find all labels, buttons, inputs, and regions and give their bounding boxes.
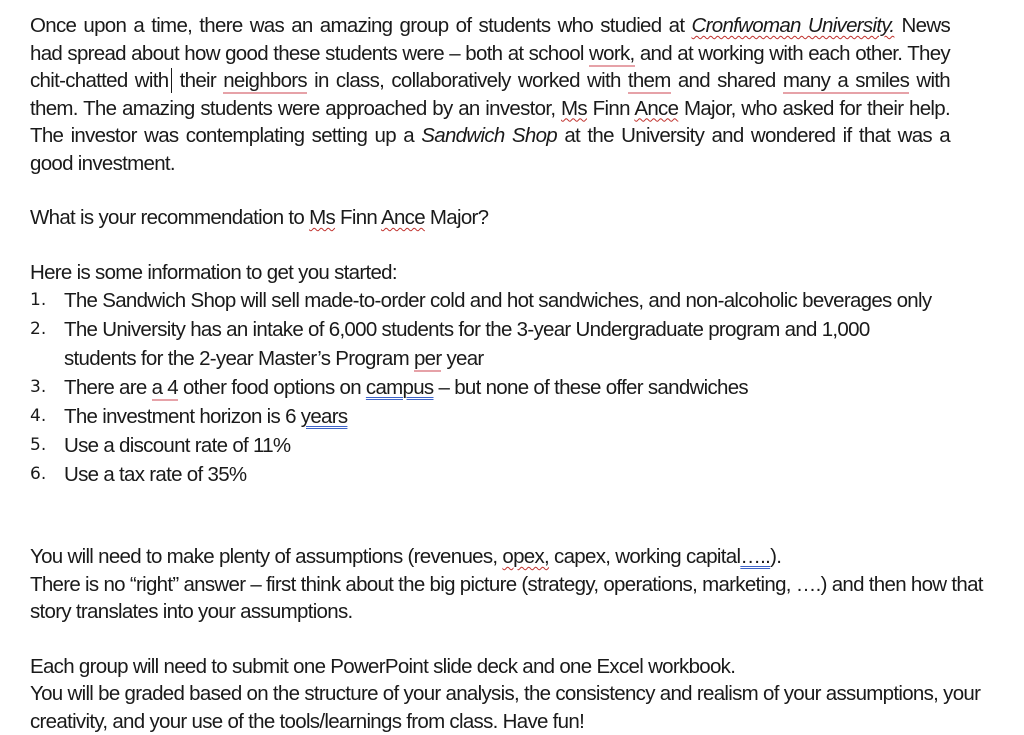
grammar-flag-ellipsis: …..	[740, 545, 771, 568]
notes-text: capex, working capital	[549, 545, 741, 568]
spelling-error-ance: Ance	[380, 206, 425, 229]
sandwich-shop-text: Sandwich Shop	[421, 124, 558, 147]
tracked-change-many-a-smiles: many a smiles	[782, 69, 910, 92]
list-item	[64, 373, 944, 402]
tracked-change-a-4: a 4	[151, 376, 178, 399]
spelling-error-opex: opex,	[502, 545, 550, 568]
grammar-flag-years: years	[300, 405, 348, 428]
list-item-text: There are	[64, 376, 152, 399]
no-right-answer-line: There is no “right” answer – first think about the big picture (strategy, operations, marketing, ….) and then how that story translates into your assumptions.	[30, 572, 983, 623]
intro-text: and at working with each other. They chit-chatted with	[30, 41, 950, 92]
question-text: What is your recommendation to	[30, 206, 310, 229]
list-item-text: – but none of these offer sandwiches	[433, 376, 748, 399]
grading-line: You will be graded based on the structure of your analysis, the consistency and realism of your assumptions, your creativity, and your use of the tools/learnings from class. Have fun!	[30, 682, 981, 733]
question-line	[30, 204, 1024, 232]
list-item-text: year	[441, 347, 484, 370]
intro-text: their	[179, 69, 217, 92]
notes-text: ).	[770, 545, 782, 568]
list-item-text: Use a tax rate of 35%	[64, 463, 247, 486]
list-item-text: The investment horizon is 6	[64, 405, 301, 428]
list-item-text: The Sandwich Shop will sell made-to-order cold and hot sandwiches, and non-alcoholic beverages only	[64, 289, 932, 312]
submission-line: Each group will need to submit one PowerPoint slide deck and one Excel workbook.	[30, 654, 736, 678]
intro-text: in class, collaboratively worked with	[306, 69, 628, 92]
intro-text: with them. The amazing students were approached by an investor,	[30, 69, 950, 120]
intro-text: News had spread about how good these students were – both at school	[30, 14, 951, 65]
question-text: Major?	[424, 206, 489, 229]
tracked-change-per: per	[413, 347, 442, 370]
university-name: Cronfwoman University.	[691, 14, 895, 37]
tracked-change-neighbors: neighbors	[223, 69, 307, 92]
list-item-text: The University has an intake of 6,000 students for the 3-year Undergraduate program and 1,000 students for the 2-year Master’s Program	[64, 318, 870, 370]
grammar-flag-campus: campus	[365, 376, 434, 399]
intro-paragraph	[30, 12, 950, 177]
tracked-change-them: them	[627, 69, 671, 92]
text-cursor	[171, 68, 172, 93]
info-list	[30, 286, 944, 489]
intro-text: Major, who asked for their help. The investor was contemplating setting up a	[30, 96, 950, 147]
intro-text: and shared	[670, 69, 776, 92]
spelling-error-ms: Ms	[309, 206, 336, 229]
intro-text: Once upon a time, there was an amazing group of students who studied at	[30, 14, 685, 37]
spelling-error-ms: Ms	[561, 96, 587, 120]
list-item-text: Use a discount rate of 11%	[64, 434, 291, 457]
notes-text: You will need to make plenty of assumptions (revenues,	[30, 545, 503, 568]
list-item	[64, 286, 944, 315]
intro-text: Finn	[586, 96, 635, 120]
list-item-text: other food options on	[177, 376, 366, 399]
list-item	[64, 460, 944, 489]
spelling-error-ance: Ance	[634, 96, 679, 120]
assumptions-line	[30, 543, 990, 571]
list-item	[64, 431, 944, 460]
tracked-change-work: work,	[589, 41, 635, 65]
submission-notes	[30, 653, 990, 735]
list-item	[64, 402, 944, 431]
assumptions-notes	[30, 543, 990, 626]
question-text: Finn	[335, 206, 381, 229]
list-item	[64, 315, 944, 373]
info-lead: Here is some information to get you started:	[30, 260, 397, 284]
intro-text: at the University and wondered if that was a good investment.	[30, 124, 951, 175]
